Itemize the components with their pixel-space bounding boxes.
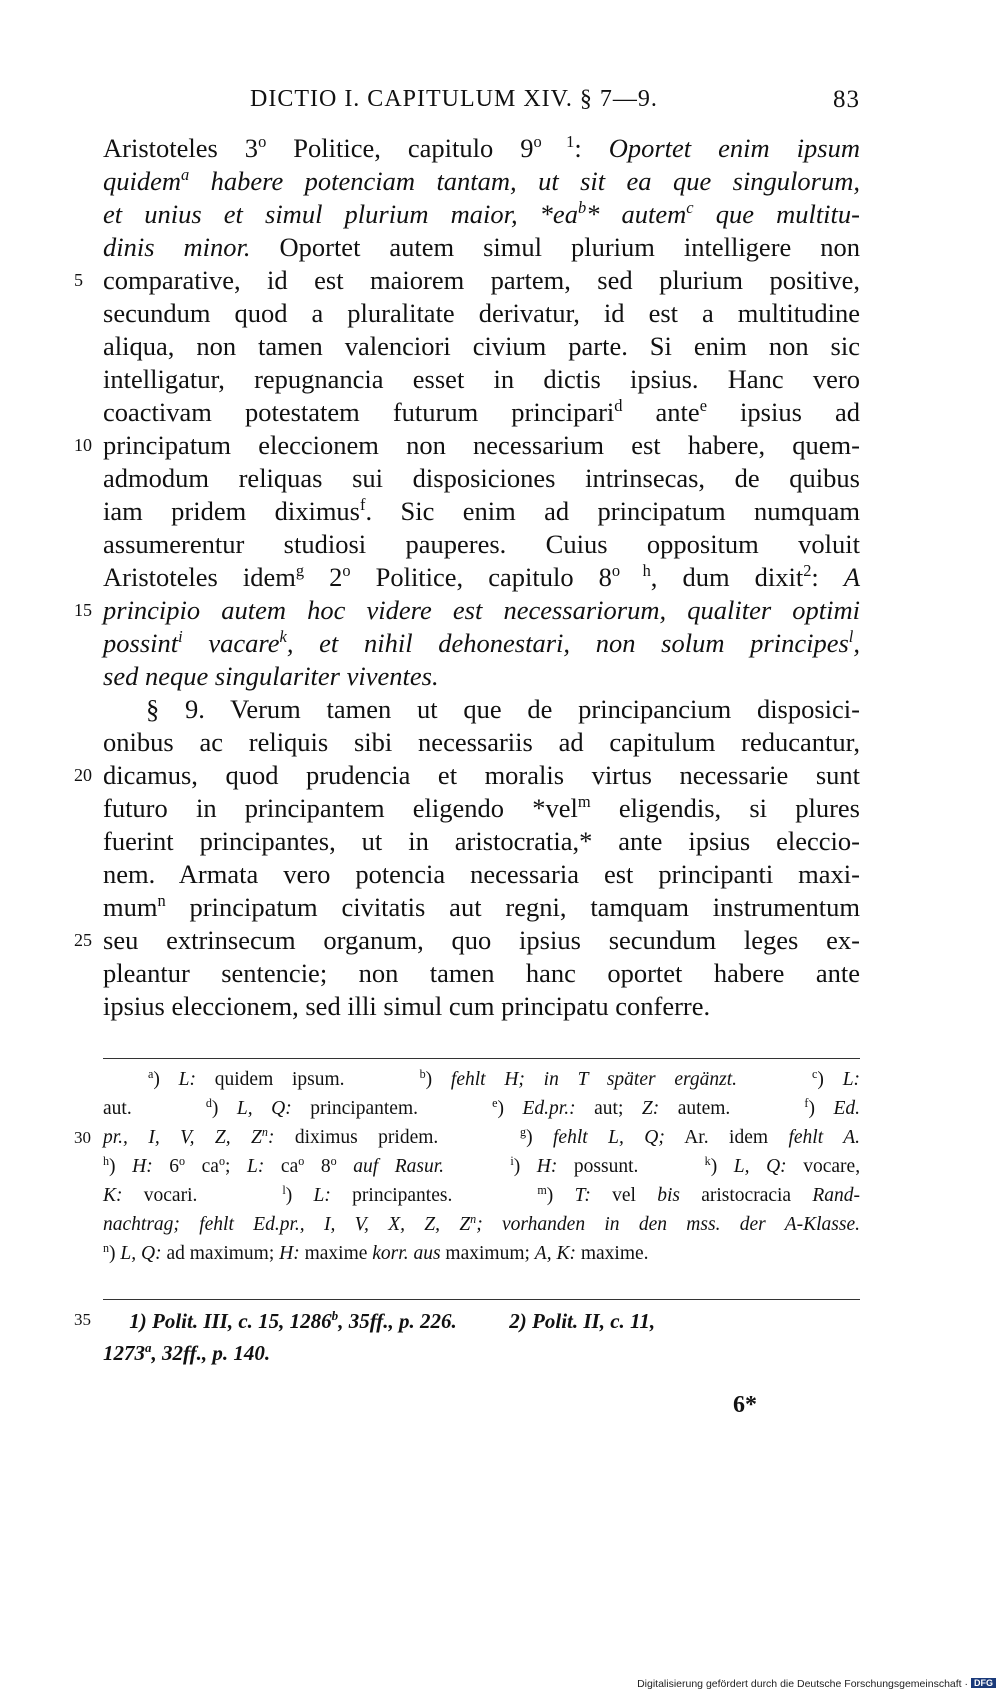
main-text-line: aliqua, non tamen valenciori civium parte. Si enim non sic (103, 331, 860, 361)
main-text-line: sed neque singulariter viventes. (103, 661, 439, 691)
main-text-line: dinis minor. Oportet autem simul plurium intelligere non (103, 232, 860, 262)
main-text-line: iam pridem diximus$^f$. Sic enim ad principatum numquam (103, 495, 860, 526)
main-text-line: assumerentur studiosi pauperes. Cuius oppositum voluit (103, 529, 860, 559)
line-number: 25 (74, 930, 92, 950)
main-text-line: onibus ac reliquis sibi necessariis ad capitulum reducantur, (103, 727, 860, 757)
main-text-line: Aristoteles idem$^g$ 2$^o$ Politice, capitulo $8^{o h}$, dum dixit$^2$: A (103, 561, 860, 592)
apparatus-line: pr., I, V, Z, $Z^n$: diximus pridem. $^g$) fehlt L, Q; Ar. idem fehlt A. (103, 1124, 860, 1148)
main-text-line: coactivam potestatem futurum principari$^d$ ante$^e$ ipsius ad (103, 396, 860, 427)
main-text-line: mum$^n$ principatum civitatis aut regni, tamquam instrumentum (103, 891, 860, 922)
apparatus-line: $^a$) L: quidem ipsum. $^b$) fehlt H; in T später ergänzt. $^c$) L: (148, 1066, 861, 1090)
digitization-credit (637, 1678, 996, 1690)
apparatus-line: K: vocari. $^l$) L: principantes. $^m$) T: vel bis aristocracia Rand- (103, 1182, 860, 1206)
main-text-line: nem. Armata vero potencia necessaria est principanti maxi- (103, 859, 860, 889)
signature-mark: 6* (733, 1392, 757, 1418)
source-note-line: 1) Polit. III, c. 15, 1286$^b$, 35ff., p. 226. 2) Polit. II, c. 11, (103, 1308, 656, 1333)
main-text-line: Aristoteles 3$^o$ Politice, capitulo $9^{o 1}$: Oportet enim ipsum (103, 132, 860, 163)
page-number: 83 (833, 86, 860, 113)
line-number: 30 (74, 1128, 91, 1147)
main-text-line: possint$^i$ vacare$^k$, et nihil dehonestari, non solum principes$^l$, (103, 627, 860, 658)
main-text-line: secundum quod a pluralitate derivatur, id est a multitudine (103, 298, 860, 328)
line-number: 10 (74, 435, 92, 455)
main-text-line: principio autem hoc videre est necessariorum, qualiter optimi (103, 595, 860, 625)
main-text-line: fuerint principantes, ut in aristocratia,* ante ipsius eleccio- (103, 826, 860, 856)
dfg-logo: DFG (971, 1678, 996, 1688)
main-text-line: pleantur sentencie; non tamen hanc oportet habere ante (103, 958, 860, 988)
apparatus-line: $^h$) H: 6$^o$ $ca^o$; L: $ca^o$ 8$^o$ auf Rasur. $^i$) H: possunt. $^k$) L, Q: vocare, (103, 1153, 861, 1177)
main-text-line: seu extrinsecum organum, quo ipsius secundum leges ex- (103, 925, 860, 955)
line-number: 15 (74, 600, 92, 620)
main-text-line: intelligatur, repugnancia esset in dictis ipsius. Hanc vero (103, 364, 860, 394)
main-text-line: quidem$^a$ habere potenciam tantam, ut sit ea que singulorum, (103, 165, 860, 196)
line-number: 5 (74, 270, 83, 290)
apparatus-line: $^n$) L, Q: ad maximum; H: maxime korr. aus maximum; A, K: maxime. (103, 1240, 649, 1264)
line-number: 20 (74, 765, 92, 785)
main-text-line: dicamus, quod prudencia et moralis virtus necessarie sunt (103, 760, 860, 790)
main-text-line: § 9. Verum tamen ut que de principancium disposici- (146, 694, 860, 724)
main-text-line: principatum eleccionem non necessarium est habere, quem- (103, 430, 860, 460)
main-text-line: comparative, id est maiorem partem, sed plurium positive, (103, 265, 860, 295)
credit-text: Digitalisierung gefördert durch die Deutsche Forschungsgemeinschaft · (637, 1678, 968, 1690)
main-text-line: futuro in principantem eligendo *vel$^m$ eligendis, si plures (103, 792, 860, 823)
main-text-line: ipsius eleccionem, sed illi simul cum principatu conferre. (103, 991, 711, 1021)
sources-rule (103, 1299, 860, 1300)
source-note-line: 1273$^a$, 32ff., p. 140. (103, 1340, 271, 1365)
main-text-line: admodum reliquas sui disposiciones intrinsecas, de quibus (103, 463, 860, 493)
line-number: 35 (74, 1310, 91, 1329)
apparatus-rule (103, 1058, 860, 1059)
main-text-line: et unius et simul plurium maior, $*ea^b*$ autem$^c$ que multitu- (103, 198, 860, 229)
running-title: DICTIO I. CAPITULUM XIV. § 7—9. (250, 86, 658, 112)
apparatus-line: nachtrag; fehlt Ed.pr., I, V, X, Z, $Z^n$; vorhanden in den mss. der A-Klasse. (103, 1211, 860, 1235)
apparatus-line: aut. $^d$) L, Q: principantem. $^e$) Ed.pr.: aut; Z: autem. $^f$) Ed. (103, 1095, 861, 1119)
